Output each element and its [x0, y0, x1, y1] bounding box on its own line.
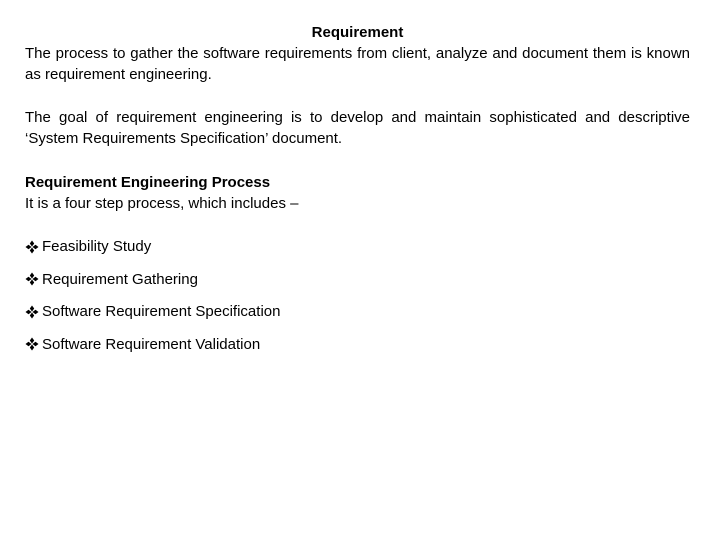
- diamond-bullet-icon: [25, 272, 39, 286]
- intro-paragraph: The process to gather the software requirements from client, analyze and document them is known as requirement engineering.: [25, 45, 690, 83]
- slide-content: [25, 22, 690, 366]
- section-description: It is a four step process, which includes –: [25, 195, 299, 212]
- list-item: [25, 301, 690, 322]
- spacer: [25, 149, 690, 172]
- spacer: [25, 85, 690, 107]
- section-heading: Requirement Engineering Process: [25, 174, 271, 191]
- list-item-label: Feasibility Study: [42, 238, 152, 255]
- diamond-bullet-icon: [25, 337, 39, 351]
- diamond-bullet-icon: [25, 305, 39, 319]
- list-item-label: Software Requirement Specification: [42, 303, 281, 320]
- diamond-bullet-icon: [25, 240, 39, 254]
- list-item-label: Software Requirement Validation: [42, 335, 261, 353]
- list-item: [25, 236, 690, 257]
- list-item: [25, 269, 690, 290]
- list-item: [25, 334, 690, 355]
- goal-paragraph: The goal of requirement engineering is to develop and maintain sophisticated and descriptive ‘System Requirements Specification’ document.: [25, 109, 690, 147]
- list-item-label: Requirement Gathering: [42, 270, 198, 288]
- spacer: [25, 214, 690, 236]
- steps-list: [25, 236, 690, 355]
- page-title: Requirement: [311, 24, 404, 41]
